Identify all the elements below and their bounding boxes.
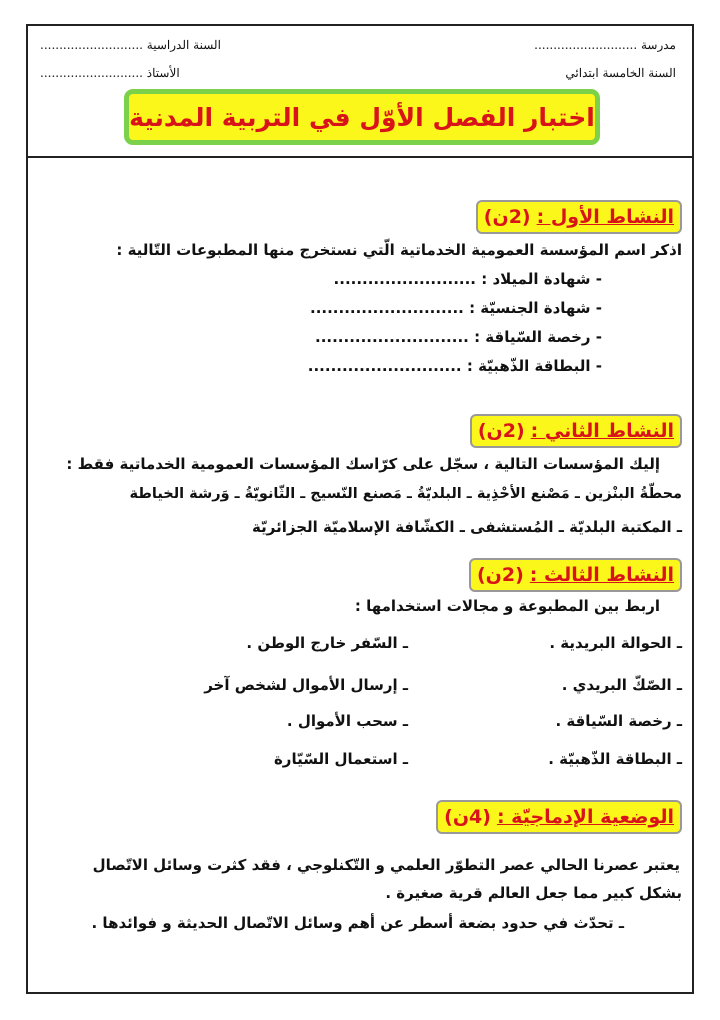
match-item-right: ـ البطاقة الذّهبيّة . [548,750,682,768]
activity2-points: (2ن) [477,420,525,442]
activity2-institutions-line1: محطّةُ البنْزين ـ مَصْنع الأحْذِية ـ البلديّةُ ـ مَصنع النّسيج ـ الثّانويّةُ ـ وَرشة الخياطة [129,486,682,502]
activity3-instruction: اربط بين المطبوعة و مجالات استخدامها : [354,597,660,615]
activity1-points: (2ن) [483,206,531,228]
match-item-left: ـ السّفر خارج الوطن . [246,634,408,652]
activity3-heading [469,558,682,592]
integration-label: الوضعية الإدماجيّة : [496,806,674,828]
school-year-field: السنة الدراسية ........................... [40,38,221,52]
activity3-label: النشاط الثالث : [529,564,674,586]
exam-title: اختبار الفصل الأوّل في التربية المدنية [129,102,595,132]
activity2-institutions-line2: ـ المكتبة البلديّة ـ المُستشفى ـ الكشّافة الإسلاميّة الجزائريّة [252,518,682,536]
activity1-item: - شهادة الميلاد : ......................... [333,270,602,288]
integration-task: ـ تحدّث في حدود بضعة أسطر عن أهم وسائل الاتّصال الحديثة و فوائدها . [91,914,624,932]
teacher-field: الأستاذ ........................... [40,66,180,80]
match-item-right: ـ الحوالة البريدية . [549,634,682,652]
integration-text-line1: يعتبر عصرنا الحالي عصر التطوّر العلمي و التّكنلوجي ، فقد كثرت وسائل الاتّصال [92,856,680,874]
activity1-item: - شهادة الجنسيّة : ........................... [310,299,602,317]
match-item-left: ـ سحب الأموال . [286,712,408,730]
activity1-label: النشاط الأول : [536,206,674,228]
activity2-instruction: إليك المؤسسات التالية ، سجّل على كرّاسك المؤسسات العمومية الخدماتية فقط : [66,455,660,473]
match-item-left: ـ إرسال الأموال لشخص آخر [204,676,408,694]
activity1-item: - رخصة السّياقة : ........................... [315,328,602,346]
integration-text-line2: بشكل كبير مما جعل العالم قرية صغيرة . [385,884,682,902]
header-divider [26,156,694,158]
match-item-left: ـ استعمال السّيّارة [273,750,408,768]
activity2-heading [470,414,682,448]
school-field: مدرسة ........................... [534,38,676,52]
activity2-label: النشاط الثاني : [530,420,674,442]
integration-points: (4ن) [444,806,491,828]
exam-title-box [124,89,600,145]
activity1-heading [476,200,682,234]
page-border [26,24,694,994]
activity1-instruction: اذكر اسم المؤسسة العمومية الخدماتية الّتي نستخرج منها المطبوعات التّالية : [116,241,682,259]
activity3-points: (2ن) [476,564,524,586]
activity1-item: - البطاقة الذّهبيّة : ........................... [307,357,602,375]
integration-heading [436,800,682,834]
match-item-right: ـ رخصة السّياقة . [555,712,682,730]
grade-level: السنة الخامسة ابتدائي [565,66,676,80]
match-item-right: ـ الصّكّ البريدي . [561,676,682,694]
